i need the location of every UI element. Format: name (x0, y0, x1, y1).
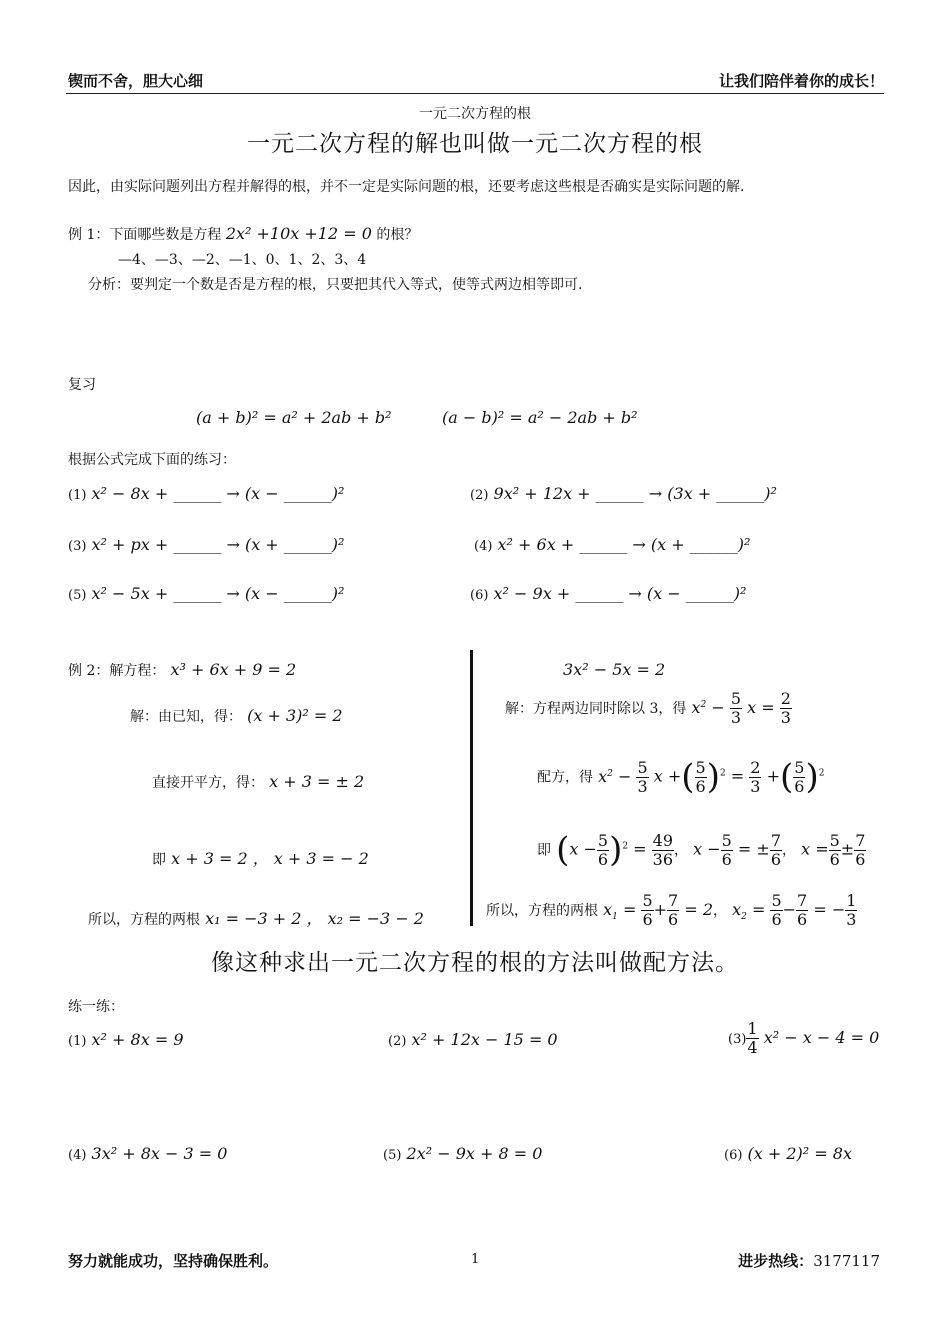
page-title: 一元二次方程的解也叫做一元二次方程的根 (247, 131, 703, 157)
header-left-motto: 锲而不舍，胆大心细 (68, 72, 204, 90)
step-equation: (x + 3)² = 2 (247, 706, 343, 725)
example1-equation: 2x² +10x +12 = 0 (225, 224, 372, 243)
method-statement: 像这种求出一元二次方程的根的方法叫做配方法。 (211, 950, 739, 976)
fraction: $\frac{5}{6}$ (695, 757, 706, 796)
practice-item-5 (68, 584, 344, 603)
exercise-item-4 (68, 1144, 227, 1163)
fraction: $\frac{5}{6}$ (771, 891, 782, 929)
practice-num: (1) (68, 488, 87, 503)
example2-right-step4: 所以，方程的两根 $x_1$ = $\frac{5}{6}$ + $\frac{7}{6}$ = 2， $x_2$ = $\frac{5}{6}$ − $\frac{7}{6}$ = − $\frac{1}{3}$ (486, 891, 857, 929)
step-label: 即 (152, 852, 166, 868)
example2-left-question (68, 660, 296, 680)
exercise-item-3 (728, 1020, 879, 1057)
fraction: $\frac{5}{6}$ (642, 891, 653, 929)
step-label: 即 (537, 842, 551, 859)
practice-item-2 (470, 484, 777, 503)
practice-expr: x² − 5x + ______ → (x − ______)² (91, 584, 345, 603)
step-label: 解：方程两边同时除以 3，得 (505, 701, 687, 717)
example2-left-step3 (152, 846, 369, 869)
exercise-num: (5) (383, 1148, 402, 1163)
example2-left-equation: x³ + 6x + 9 = 2 (170, 660, 297, 679)
practice-expr: x² + px + ______ → (x + ______)² (91, 535, 345, 554)
example1-numbers: —4、—3、—2、—1、0、1、2、3、4 (118, 252, 367, 268)
step-equation: x₁ = −3 + 2 ， x₂ = −3 − 2 (205, 909, 424, 928)
hotline-label: 进步热线： (738, 1252, 814, 1270)
review-instruction: 根据公式完成下面的练习： (68, 452, 236, 468)
fraction: $\frac{2}{3}$ (750, 757, 761, 796)
exercise-expr: 2x² − 9x + 8 = 0 (406, 1144, 543, 1163)
footer-motto: 努力就能成功，坚持确保胜利。 (68, 1252, 279, 1270)
fraction: $\frac{5}{3}$ (730, 689, 741, 727)
practice-item-3 (68, 535, 344, 554)
example2-left-step4 (88, 906, 424, 929)
footer-hotline (738, 1250, 880, 1271)
practice-item-6 (470, 584, 746, 603)
example2-right-step3: 即 (x − $\frac{5}{6}$ )$^2$ = $\frac{49}{36}$ ， x − $\frac{5}{6}$ = ± $\frac{7}{6}$ ， x = $\frac{5}{6}$ ± $\frac{7}{6}$ (537, 830, 866, 870)
fraction: $\frac{5}{6}$ (721, 830, 732, 869)
step-equation: x + 3 = ± 2 (269, 772, 365, 791)
small-title: 一元二次方程的根 (419, 106, 531, 122)
example2-left-step1 (130, 706, 343, 726)
practice-num: (4) (474, 539, 493, 554)
step-label: 解：由已知，得： (130, 709, 242, 725)
fraction: $\frac{1}{4}$ (747, 1019, 758, 1057)
example1-suffix: 的根？ (376, 227, 419, 243)
fraction: $\frac{7}{6}$ (770, 830, 781, 869)
step-label: 所以，方程的两根 (486, 903, 598, 919)
exercise-num: (6) (724, 1148, 743, 1163)
formula-square-difference: (a − b)² = a² − 2ab + b² (442, 408, 638, 427)
practice-item-1 (68, 484, 344, 503)
practice-num: (3) (68, 539, 87, 554)
practice-item-4 (474, 535, 750, 554)
example2-left-step2 (152, 772, 364, 792)
practice-expr: 9x² + 12x + ______ → (3x + ______)² (493, 484, 777, 503)
exercise-item-6 (724, 1144, 852, 1163)
review-label: 复习 (68, 377, 96, 393)
step-equation: x + 3 = 2 ， x + 3 = − 2 (171, 849, 369, 868)
fraction: $\frac{5}{6}$ (597, 830, 609, 869)
example1-label: 例 1：下面哪些数是方程 (68, 227, 222, 243)
exercise-expr: 3x² + 8x − 3 = 0 (91, 1144, 228, 1163)
formula-square-sum: (a + b)² = a² + 2ab + b² (196, 408, 392, 427)
practice-num: (6) (470, 588, 489, 603)
fraction: $\frac{1}{3}$ (846, 891, 857, 929)
example2-right-step1: 解：方程两边同时除以 3，得 $x^2$ − $\frac{5}{3}$ x = $\frac{2}{3}$ (505, 689, 791, 727)
exercise-expr: (x + 2)² = 8x (747, 1144, 852, 1163)
example1-analysis: 分析：要判定一个数是否是方程的根，只要把其代入等式，使等式两边相等即可. (88, 277, 583, 293)
exercise-item-2 (388, 1030, 558, 1049)
example2-right-step2: 配方，得 $x^2$ − $\frac{5}{3}$ x +( $\frac{5}{6}$ )$^2$ = $\frac{2}{3}$ +( $\frac{5}{6}$ )$^2$ (537, 757, 825, 797)
exercise-item-5 (383, 1144, 542, 1163)
exercise-expr: x² − x − 4 = 0 (763, 1028, 880, 1047)
page-number: 1 (471, 1252, 480, 1267)
intro-text: 因此，由实际问题列出方程并解得的根，并不一定是实际问题的根，还要考虑这些根是否确实是实际问题的解. (68, 179, 745, 195)
step-label: 直接开平方，得： (152, 775, 264, 791)
step-label: 所以，方程的两根 (88, 912, 200, 928)
practice-expr: x² + 6x + ______ → (x + ______)² (497, 535, 751, 554)
exercise-num: (3) (728, 1032, 747, 1047)
practice-num: (5) (68, 588, 87, 603)
fraction: $\frac{5}{6}$ (794, 757, 805, 796)
exercise-num: (4) (68, 1148, 87, 1163)
fraction: $\frac{7}{6}$ (797, 891, 808, 929)
practice-expr: x² − 9x + ______ → (x − ______)² (493, 584, 747, 603)
example1-question (68, 224, 418, 244)
exercise-num: (2) (388, 1034, 407, 1049)
practice-num: (2) (470, 488, 489, 503)
fraction: $\frac{2}{3}$ (780, 689, 791, 727)
practice-expr: x² − 8x + ______ → (x − ______)² (91, 484, 345, 503)
exercise-label: 练一练： (68, 999, 124, 1015)
fraction: $\frac{7}{6}$ (668, 891, 679, 929)
fraction: $\frac{49}{36}$ (652, 830, 674, 869)
exercise-num: (1) (68, 1034, 87, 1049)
fraction: $\frac{5}{6}$ (829, 830, 840, 869)
exercise-expr: x² + 8x = 9 (91, 1030, 184, 1049)
header-rule (66, 93, 884, 94)
exercise-item-1 (68, 1030, 184, 1049)
fraction: $\frac{7}{6}$ (855, 830, 866, 869)
example2-label: 例 2：解方程： (68, 663, 166, 679)
hotline-number: 3177117 (813, 1252, 880, 1270)
exercise-expr: x² + 12x − 15 = 0 (411, 1030, 558, 1049)
step-label: 配方，得 (537, 769, 593, 786)
header-right-motto: 让我们陪伴着你的成长！ (718, 72, 884, 90)
fraction: $\frac{5}{3}$ (637, 757, 648, 796)
example2-right-equation: 3x² − 5x = 2 (563, 660, 666, 679)
column-divider (470, 650, 473, 926)
